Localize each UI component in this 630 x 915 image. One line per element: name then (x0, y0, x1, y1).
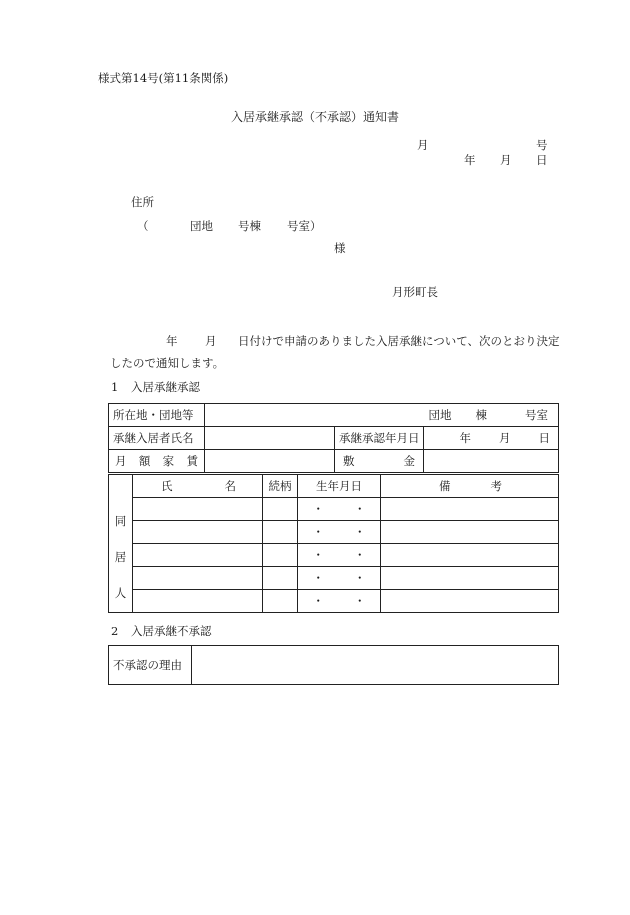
cohabitant-remarks-cell[interactable] (381, 567, 559, 590)
date-year: 年 (464, 153, 476, 167)
cohabitants-header-row (109, 475, 559, 498)
cohabitants-table (108, 474, 559, 613)
address-goushitsu: 号室） (287, 219, 322, 233)
date-day: 日 (536, 153, 548, 167)
col-header-birthdate: 生年月日 (298, 475, 381, 498)
cohabitant-name-cell[interactable] (133, 521, 263, 544)
col-header-remarks: 備 考 (381, 475, 559, 498)
body-year: 年 (166, 334, 178, 348)
cohabitants-label-cell: 同 居 人 (109, 475, 133, 613)
cohabitant-name-cell[interactable] (133, 567, 263, 590)
cohabitant-remarks-cell[interactable] (381, 498, 559, 521)
successor-label-cell: 承継入居者氏名 (109, 427, 205, 450)
location-goushitsu: 号室 (525, 408, 549, 422)
successor-value-cell[interactable] (205, 427, 335, 450)
address-gotou: 号棟 (238, 219, 261, 233)
cohabitant-relation-cell[interactable] (263, 590, 298, 613)
approval-date-year: 年 (459, 431, 472, 445)
section2-number: 2 (111, 624, 119, 638)
col-header-relation: 続柄 (263, 475, 298, 498)
table-row (109, 544, 559, 567)
rejection-reason-label-cell: 不承認の理由 (109, 646, 192, 685)
body-line1: 日付けで申請のありました入居承継について、次のとおり決定 (238, 334, 560, 348)
rent-label-cell: 月 額 家 賃 (109, 450, 205, 473)
approval-date-value-cell[interactable] (424, 427, 559, 450)
cohabitant-relation-cell[interactable] (263, 498, 298, 521)
table-row (109, 498, 559, 521)
cohabitant-relation-cell[interactable] (263, 521, 298, 544)
location-value-cell[interactable] (205, 404, 559, 427)
cohabitant-birthdate-cell[interactable]: ・ ・ (298, 590, 381, 613)
cohabitant-remarks-cell[interactable] (381, 521, 559, 544)
table-row (109, 590, 559, 613)
cohabitant-birthdate-cell[interactable]: ・ ・ (298, 498, 381, 521)
cohabitant-relation-cell[interactable] (263, 544, 298, 567)
table-row (109, 567, 559, 590)
rent-row (109, 450, 559, 473)
document-title: 入居承継承認（不承認）通知書 (230, 110, 399, 124)
section2-heading: 入居承継不承認 (131, 624, 212, 638)
rejection-row (109, 646, 559, 685)
body-month: 月 (205, 334, 217, 348)
address-open-paren: （ (137, 219, 149, 233)
section1-heading: 入居承継承認 (131, 380, 200, 394)
number-label: 号 (536, 138, 548, 152)
location-danchi: 団地 (428, 408, 452, 422)
cohabitant-remarks-cell[interactable] (381, 590, 559, 613)
approval-date-label-cell: 承継承認年月日 (335, 427, 424, 450)
rejection-reason-value-cell[interactable] (192, 646, 559, 685)
approval-date-day: 日 (538, 431, 551, 445)
deposit-value-cell[interactable] (424, 450, 559, 473)
location-tou: 棟 (475, 408, 488, 422)
body-line2: したので通知します。 (110, 356, 225, 370)
recipient-sama: 様 (334, 241, 346, 255)
section1-number: 1 (111, 380, 119, 394)
cohabitant-name-cell[interactable] (133, 498, 263, 521)
deposit-label-cell: 敷 金 (335, 450, 424, 473)
table-row (109, 521, 559, 544)
successor-row (109, 427, 559, 450)
rent-value-cell[interactable] (205, 450, 335, 473)
month-label: 月 (417, 138, 429, 152)
approval-date-month: 月 (499, 431, 511, 445)
address-danchi: 団地 (190, 219, 213, 233)
location-label-cell: 所在地・団地等 (109, 404, 205, 427)
cohabitant-name-cell[interactable] (133, 590, 263, 613)
approval-info-table (108, 403, 559, 473)
cohabitant-birthdate-cell[interactable]: ・ ・ (298, 521, 381, 544)
cohabitant-relation-cell[interactable] (263, 567, 298, 590)
date-month: 月 (500, 153, 512, 167)
col-header-name: 氏 名 (133, 475, 263, 498)
cohabitant-remarks-cell[interactable] (381, 544, 559, 567)
location-row (109, 404, 559, 427)
cohabitant-birthdate-cell[interactable]: ・ ・ (298, 544, 381, 567)
cohabitant-name-cell[interactable] (133, 544, 263, 567)
address-label: 住所 (131, 195, 154, 209)
rejection-table (108, 645, 559, 685)
issuer: 月形町長 (392, 285, 438, 299)
cohabitant-birthdate-cell[interactable]: ・ ・ (298, 567, 381, 590)
form-number: 様式第14号(第11条関係) (98, 71, 229, 85)
